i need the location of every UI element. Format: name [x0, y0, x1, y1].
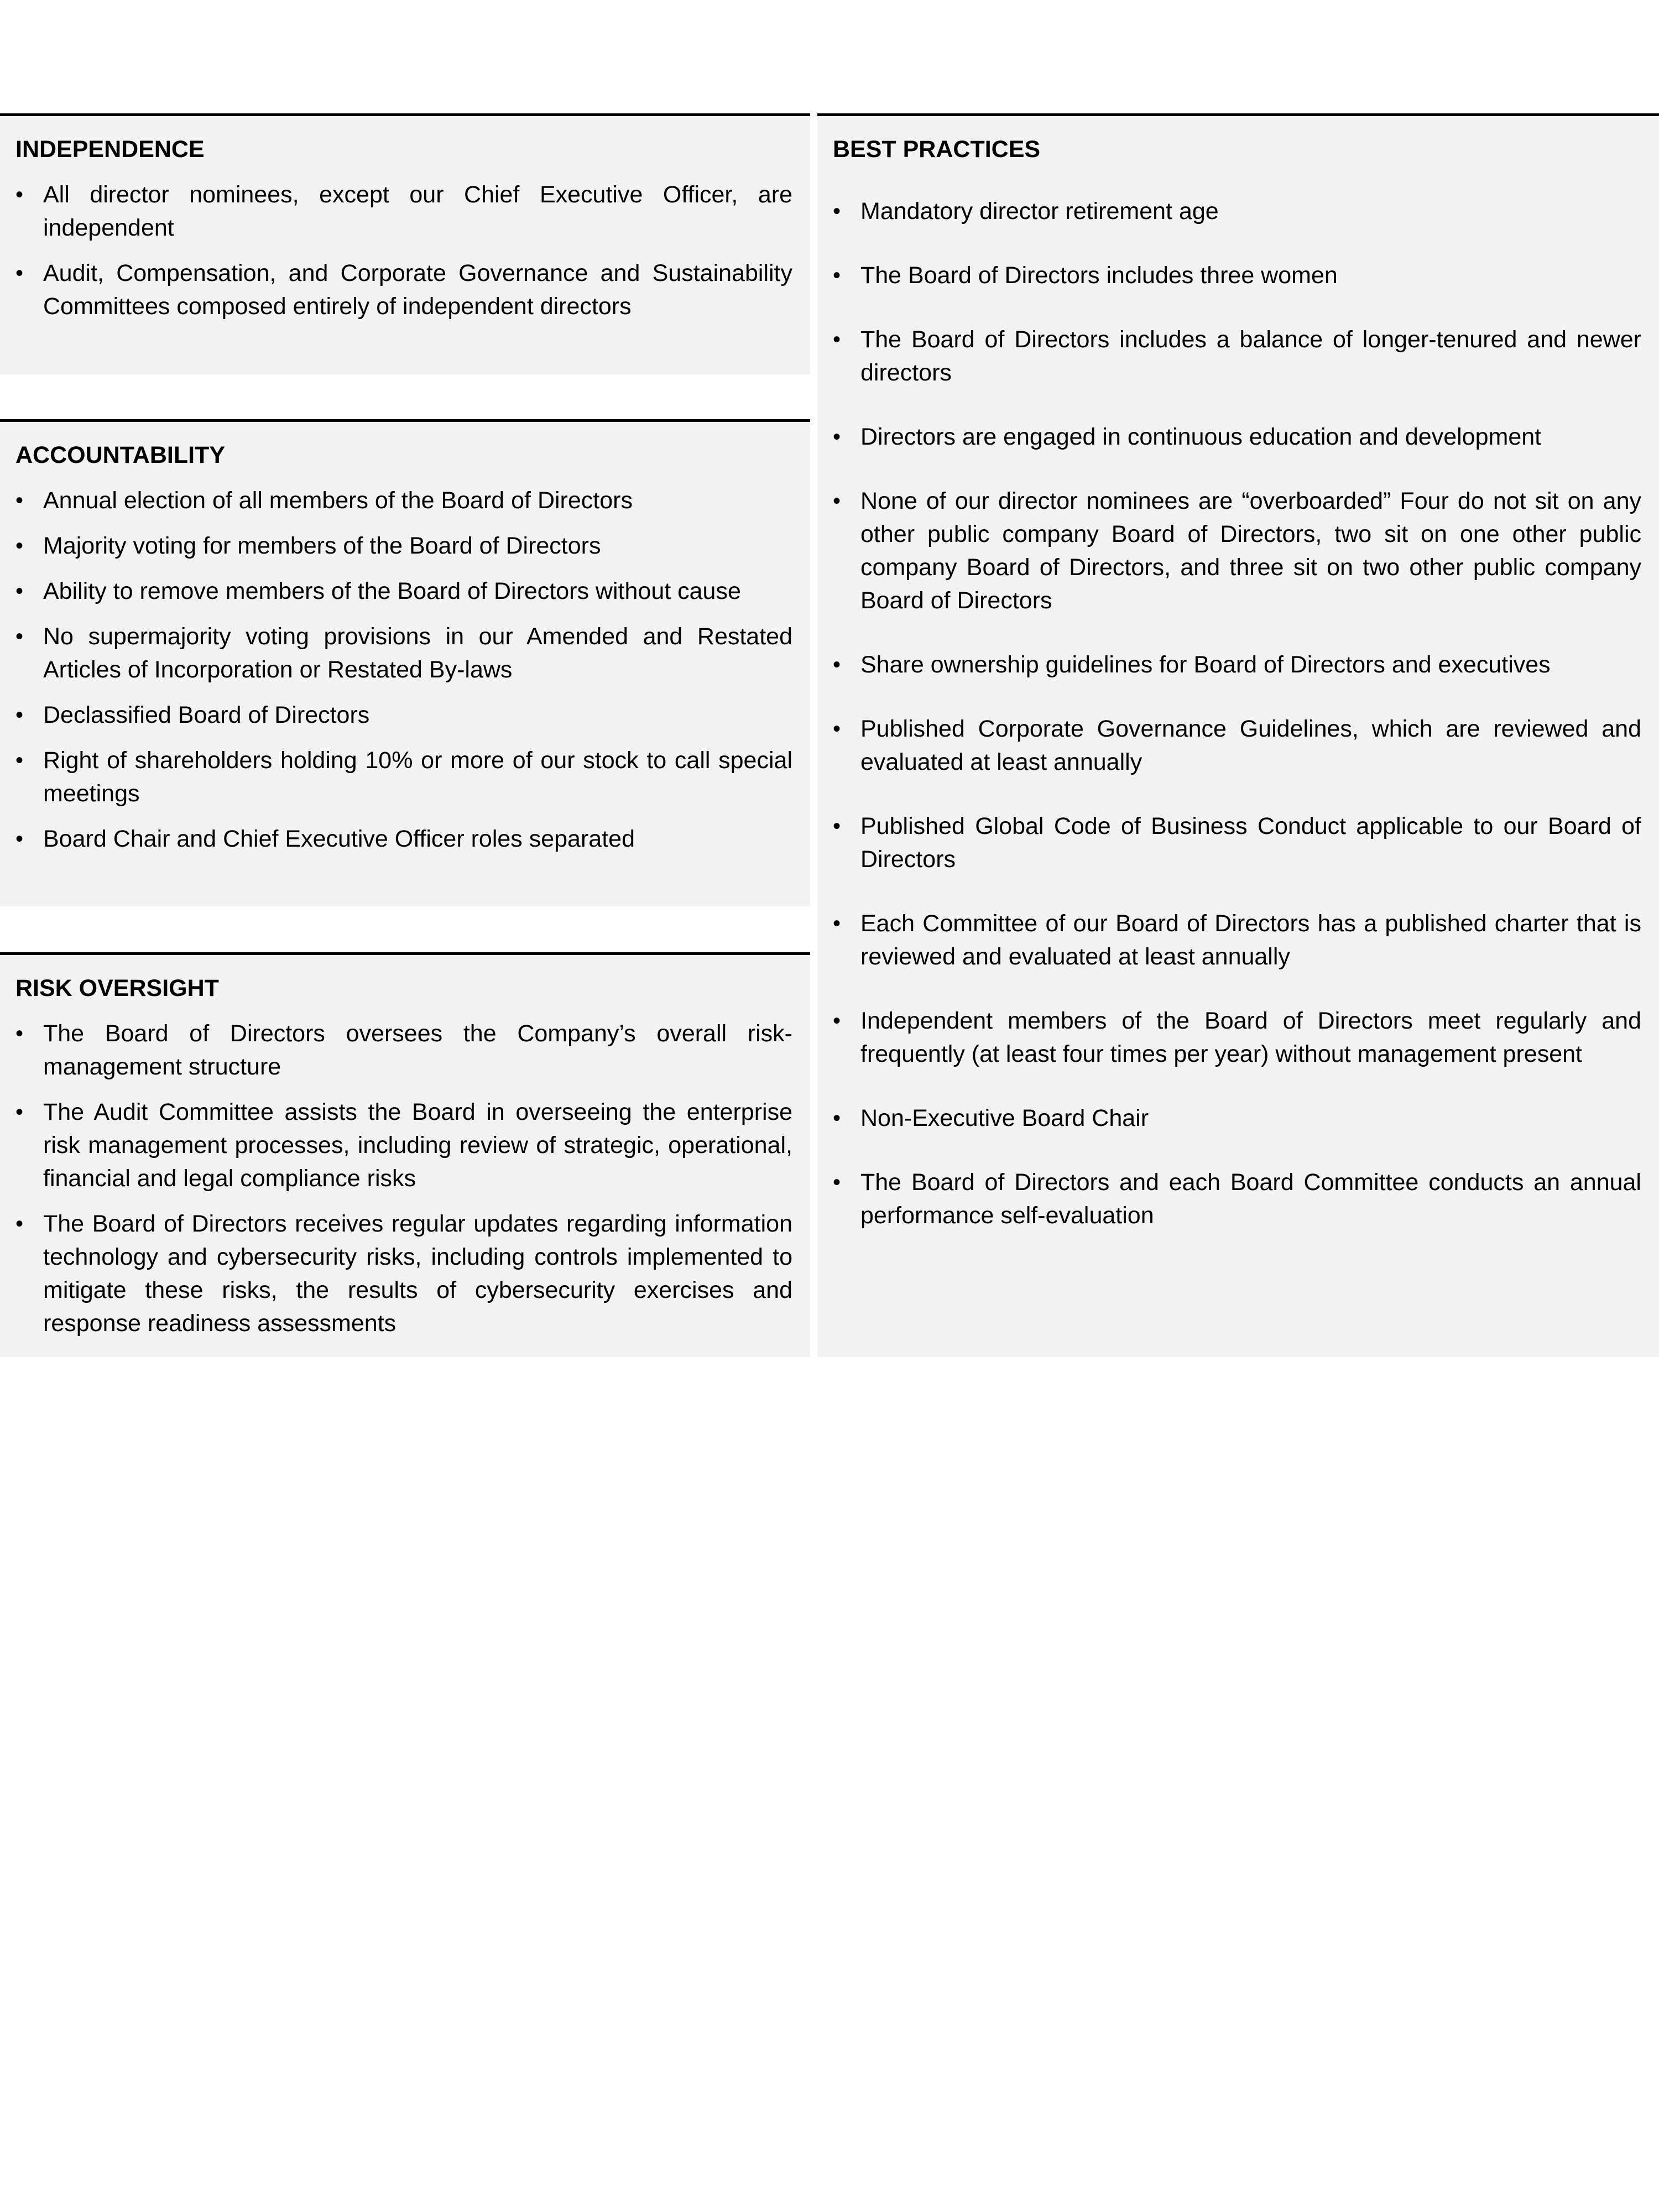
list-item: • The Board of Directors and each Board Committee conducts an annual performance self-evaluation [833, 1166, 1641, 1232]
independence-list [15, 178, 792, 323]
list-item: • All director nominees, except our Chief Executive Officer, are independent [15, 178, 792, 244]
accountability-heading: ACCOUNTABILITY [15, 442, 226, 468]
list-item: • Audit, Compensation, and Corporate Governance and Sustainability Committees composed entirely of independent directors [15, 257, 792, 323]
independence-panel [0, 113, 810, 374]
list-item: • Independent members of the Board of Directors meet regularly and frequently (at least four times per year) without management present [833, 1004, 1641, 1071]
list-item: • Annual election of all members of the Board of Directors [15, 484, 792, 517]
list-item: • Each Committee of our Board of Directors has a published charter that is reviewed and evaluated at least annually [833, 907, 1641, 973]
list-item: • None of our director nominees are “overboarded” Four do not sit on any other public company Board of Directors, two sit on one other public company Board of Directors, and three sit on two other public company Board of Directors [833, 484, 1641, 617]
list-item: • Right of shareholders holding 10% or more of our stock to call special meetings [15, 744, 792, 810]
list-item: • Board Chair and Chief Executive Officer roles separated [15, 822, 792, 855]
list-item: • Directors are engaged in continuous education and development [833, 420, 1641, 453]
list-item: • The Board of Directors includes three women [833, 259, 1641, 292]
best-practices-list [833, 195, 1641, 1232]
list-item: • Declassified Board of Directors [15, 698, 792, 732]
list-item: • Majority voting for members of the Board of Directors [15, 529, 792, 562]
list-item: • Published Global Code of Business Conduct applicable to our Board of Directors [833, 810, 1641, 876]
list-item: • No supermajority voting provisions in our Amended and Restated Articles of Incorporation or Restated By-laws [15, 620, 792, 686]
accountability-list [15, 484, 792, 855]
independence-heading: INDEPENDENCE [15, 136, 205, 163]
risk-oversight-list [15, 1017, 792, 1340]
list-item: • The Board of Directors receives regular updates regarding information technology and cybersecurity risks, including controls implemented to mitigate these risks, the results of cybersecurity exercises and response readiness assessments [15, 1207, 792, 1340]
risk-oversight-panel [0, 952, 810, 1357]
accountability-panel [0, 419, 810, 906]
list-item: • The Board of Directors includes a balance of longer-tenured and newer directors [833, 323, 1641, 389]
best-practices-heading: BEST PRACTICES [833, 136, 1041, 163]
list-item: • Ability to remove members of the Board of Directors without cause [15, 575, 792, 608]
list-item: • Share ownership guidelines for Board of Directors and executives [833, 648, 1641, 681]
list-item: • The Audit Committee assists the Board in overseeing the enterprise risk management processes, including review of strategic, operational, financial and legal compliance risks [15, 1095, 792, 1195]
list-item: • Mandatory director retirement age [833, 195, 1641, 228]
list-item: • Published Corporate Governance Guidelines, which are reviewed and evaluated at least annually [833, 712, 1641, 779]
best-practices-panel [817, 113, 1659, 1357]
list-item: • The Board of Directors oversees the Company’s overall risk-management structure [15, 1017, 792, 1083]
risk-oversight-heading: RISK OVERSIGHT [15, 975, 219, 1001]
list-item: • Non-Executive Board Chair [833, 1102, 1641, 1135]
